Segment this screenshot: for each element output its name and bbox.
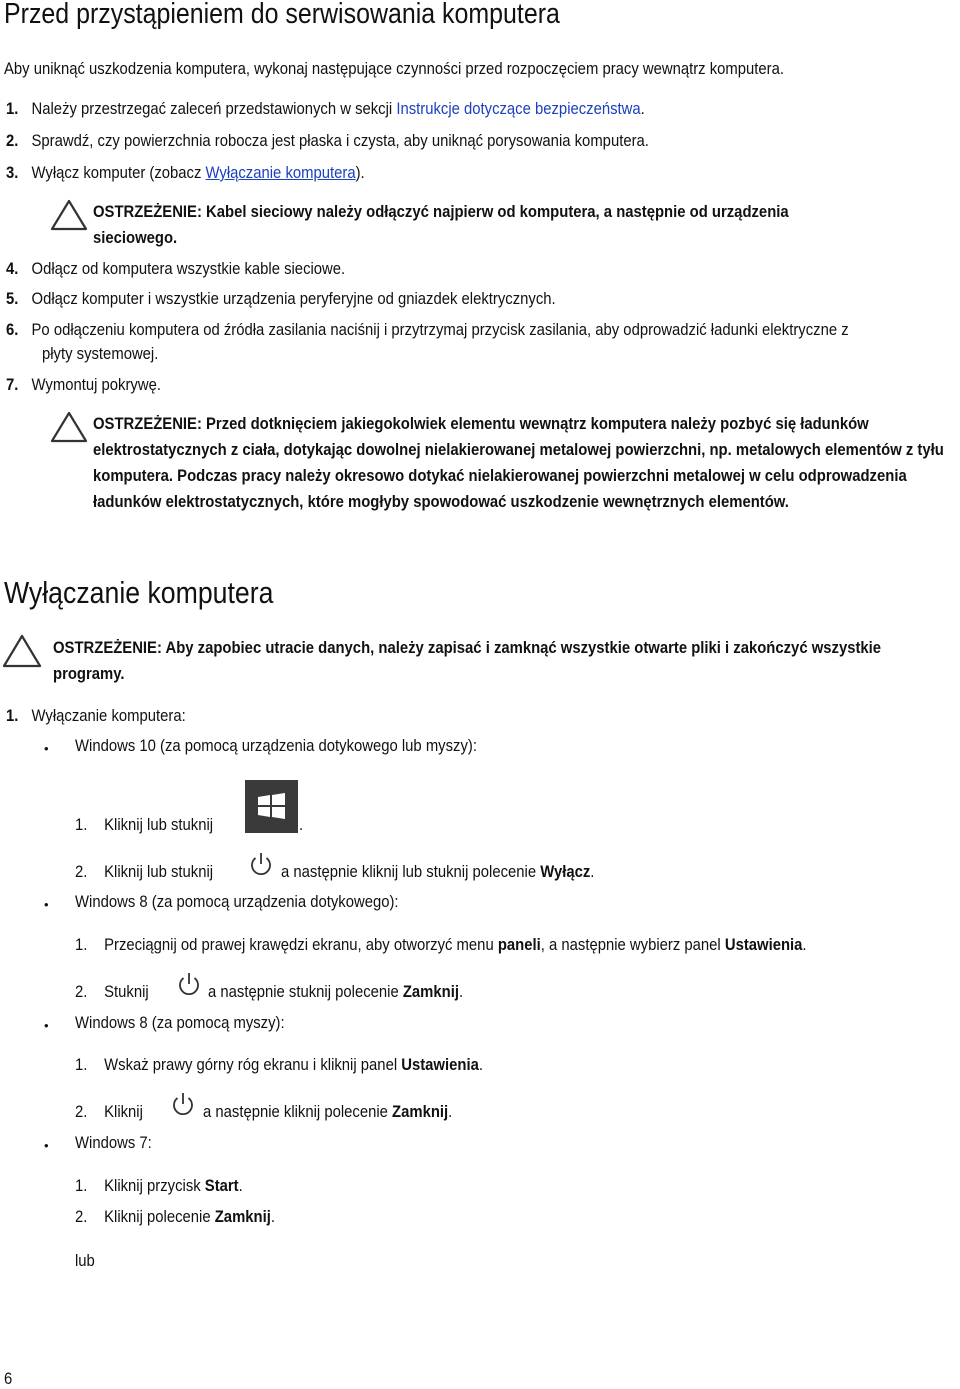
warning-data-loss: OSTRZEŻENIE: Aby zapobiec utracie danych, należy zapisać i zamknąć wszystkie otwarte pliki i zakończyć wszystkie programy. [53,639,882,683]
step-text-end: . [590,863,595,881]
win8-mouse-step-2 [75,1103,143,1122]
power-icon [175,970,203,998]
step-number: 1. [6,100,19,118]
windows-start-icon [245,780,298,833]
panel-name: Ustawienia [401,1056,479,1074]
step-text-end: . [802,936,807,954]
step-text: a następnie kliknij polecenie [203,1103,393,1121]
command-name: Zamknij [214,1208,271,1226]
step-number: 5. [6,290,19,308]
win7-step-1 [75,1177,243,1196]
step-text: Należy przestrzegać zaleceń przedstawionych w sekcji [31,100,397,118]
step-7 [6,376,161,395]
intro-text: Aby uniknąć uszkodzenia komputera, wykonaj następujące czynności przed rozpoczęciem pracy wewnątrz komputera. [4,60,785,78]
step-1 [6,100,645,119]
win10-step-2-text [281,863,594,882]
step-number: 6. [6,321,19,339]
bullet: • [44,1018,49,1033]
warning-esd: OSTRZEŻENIE: Przed dotknięciem jakiegokolwiek elementu wewnątrz komputera należy pozbyć się ładunków elektrostatycznych z ciała, dotykając dowolnej nielakierowanej metalowej powierzchni, np. metalowych elementów z tyłu komputera. Podczas pracy należy okresowo dotykać nielakierowanej powierzchni metalowej w celu odprowadzenia ładunków elektrostatycznych, które mogłyby spowodować uszkodzenie wewnętrznych elementów. [93,415,944,511]
step-number: 1. [6,707,19,725]
warning-triangle-icon [50,410,88,444]
win8-touch-step-1 [75,936,807,955]
step-text: Sprawdź, czy powierzchnia robocza jest płaska i czysta, aby uniknąć porysowania komputera. [31,132,649,150]
page-number: 6 [4,1370,13,1388]
step-text-end: . [640,100,645,118]
step-5 [6,290,556,309]
win8-touch-label: Windows 8 (za pomocą urządzenia dotykowego): [75,893,399,911]
step-text: Kliknij lub stuknij [104,863,214,881]
step-text: Kliknij lub stuknij [104,816,214,834]
step-text-end: . [448,1103,453,1121]
step-number: 2. [75,983,88,1001]
win7-label: Windows 7: [75,1134,152,1152]
step-text-end: . [458,983,464,1001]
step-text: Po odłączeniu komputera od źródła zasilania naciśnij i przytrzymaj przycisk zasilania, aby odprowadzić ładunki elektryczne z [31,321,849,339]
step-text: Kliknij polecenie [104,1208,215,1226]
command-name: Wyłącz [540,863,591,881]
win8-mouse-step-1 [75,1056,483,1075]
step-6 [6,321,849,340]
step-number: 7. [6,376,19,394]
win7-step-2 [75,1208,275,1227]
win10-step-2 [75,863,213,882]
win8-mouse-step-2-text [203,1103,452,1122]
command-name: Zamknij [402,983,459,1001]
step-3 [6,164,365,183]
section-title: Wyłączanie komputera [4,575,274,610]
warning-cable: OSTRZEŻENIE: Kabel sieciowy należy odłączyć najpierw od komputera, a następnie od urządzenia sieciowego. [93,203,789,247]
step-text: Wyłączanie komputera: [31,707,186,725]
warning-triangle-icon [2,633,42,669]
win10-step-1-end: . [299,816,304,834]
step-text-end: ). [355,164,365,182]
win10-label: Windows 10 (za pomocą urządzenia dotykowego lub myszy): [75,737,477,755]
shutdown-step-1 [6,707,186,726]
win8-touch-step-2 [75,983,149,1002]
step-text: Odłącz od komputera wszystkie kable sieciowe. [31,260,346,278]
step-text: Wskaż prawy górny róg ekranu i kliknij panel [104,1056,402,1074]
step-text-end: . [238,1177,243,1195]
win8-touch-step-2-text [208,983,463,1002]
panel-name: Ustawienia [724,936,803,954]
bullet: • [44,897,49,912]
step-number: 2. [75,1103,88,1121]
safety-link[interactable]: Instrukcje dotyczące bezpieczeństwa [396,100,641,118]
step-text: Wymontuj pokrywę. [31,376,161,394]
step-number: 4. [6,260,19,278]
menu-name: paneli [497,936,541,954]
step-text: Kliknij przycisk [104,1177,205,1195]
warning-triangle-icon [50,198,88,232]
step-text-end: . [270,1208,275,1226]
bullet: • [44,1138,49,1153]
win8-mouse-label: Windows 8 (za pomocą myszy): [75,1014,285,1032]
step-number: 2. [75,1208,88,1226]
step-2 [6,132,649,151]
step-text: a następnie kliknij lub stuknij polecenie [281,863,541,881]
step-text: Stuknij [104,983,149,1001]
bullet: • [44,741,49,756]
button-name: Start [204,1177,239,1195]
step-text: Odłącz komputer i wszystkie urządzenia peryferyjne od gniazdek elektrycznych. [31,290,556,308]
step-number: 3. [6,164,19,182]
step-number: 2. [6,132,19,150]
step-text: Wyłącz komputer (zobacz [31,164,206,182]
step-number: 1. [75,1056,88,1074]
step-4 [6,260,345,279]
command-name: Zamknij [392,1103,449,1121]
step-6-cont: płyty systemowej. [42,345,159,363]
step-text: a następnie stuknij polecenie [208,983,403,1001]
or-text: lub [75,1252,95,1270]
win10-step-1 [75,816,213,835]
page-title: Przed przystąpieniem do serwisowania komputera [4,0,560,30]
step-text: Przeciągnij od prawej krawędzi ekranu, aby otworzyć menu [104,936,498,954]
step-number: 1. [75,1177,88,1195]
step-number: 1. [75,816,88,834]
shutdown-link[interactable]: Wyłączanie komputera [205,164,356,182]
power-icon [247,850,275,878]
step-text-end: . [478,1056,483,1074]
step-text-mid: , a następnie wybierz panel [540,936,725,954]
power-icon [169,1090,197,1118]
step-number: 1. [75,936,88,954]
step-text: Kliknij [104,1103,143,1121]
step-number: 2. [75,863,88,881]
